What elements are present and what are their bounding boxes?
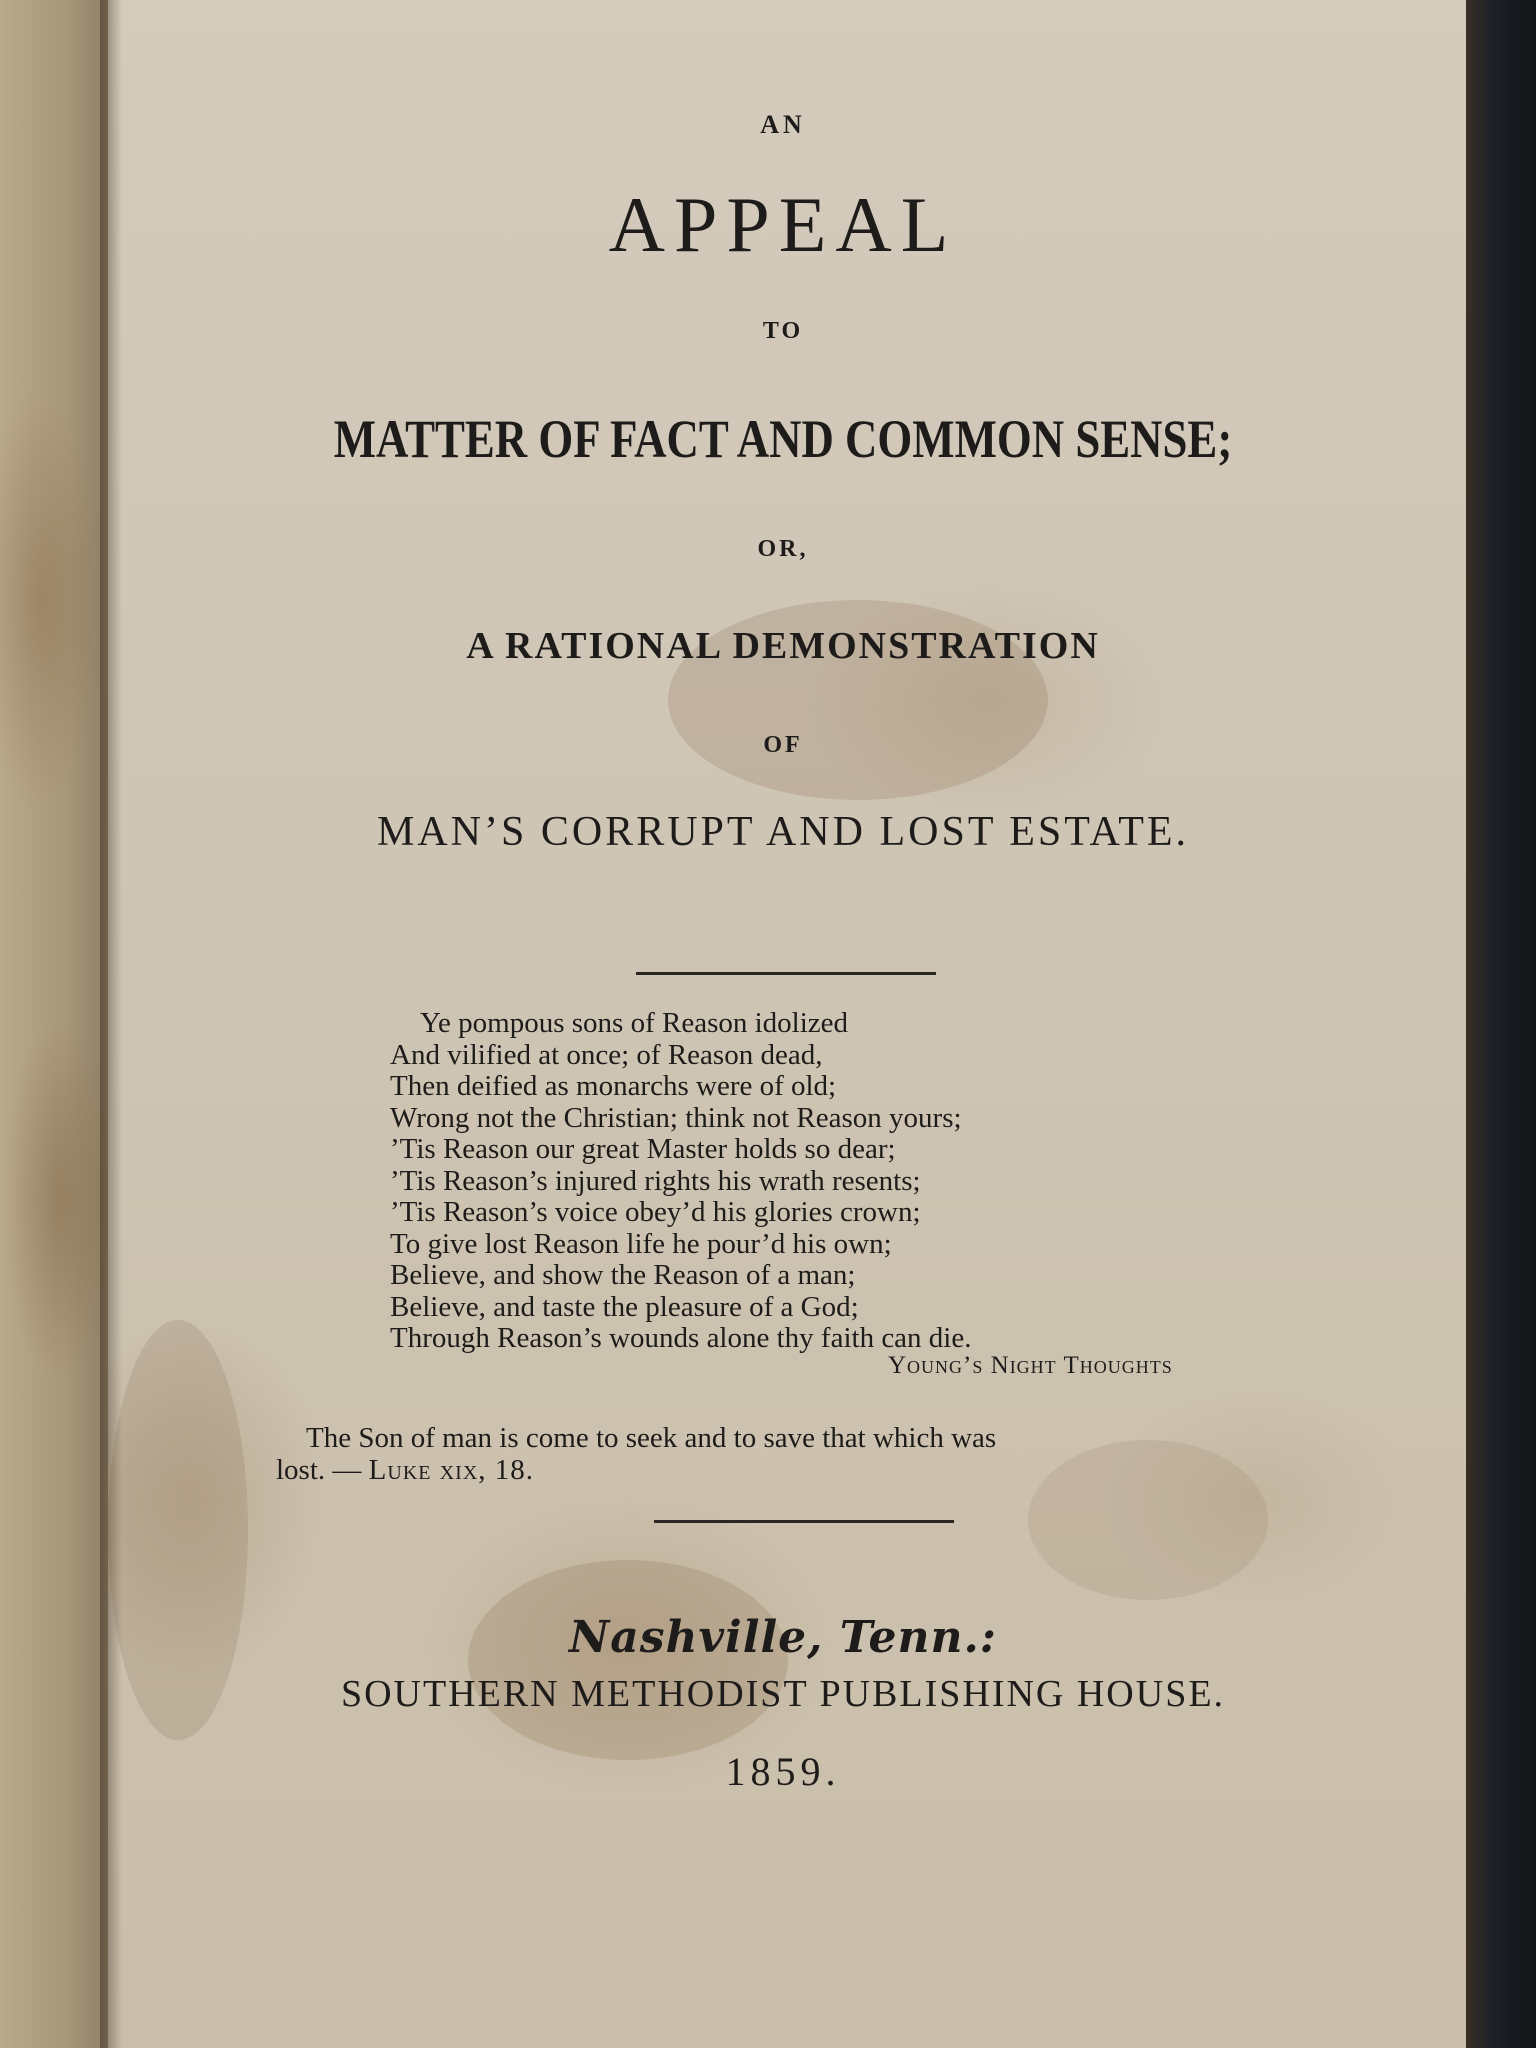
- subtitle-mans-estate: MAN’S CORRUPT AND LOST ESTATE.: [376, 809, 1190, 855]
- title-word-to: TO: [762, 318, 804, 344]
- title-word-an: AN: [760, 110, 806, 139]
- imprint-publisher: SOUTHERN METHODIST PUBLISHING HOUSE.: [340, 1673, 1226, 1715]
- title-matter-of-fact: MATTER OF FACT AND COMMON SENSE;: [333, 409, 1233, 469]
- scripture-reference: Luke xix, 18.: [368, 1454, 535, 1486]
- poem-line: Ye pompous sons of Reason idolized: [420, 1007, 849, 1039]
- title-main-appeal: APPEAL: [608, 181, 958, 268]
- poem-line: Wrong not the Christian; think not Reason yours;: [390, 1101, 962, 1134]
- subtitle-rational-demonstration: A RATIONAL DEMONSTRATION: [466, 625, 1100, 667]
- poem-line: And vilified at once; of Reason dead,: [390, 1038, 823, 1071]
- poem-line: ’Tis Reason our great Master holds so dear;: [390, 1133, 896, 1165]
- book-cover-edge: [1466, 0, 1536, 2048]
- scripture-line-2: [276, 1454, 1426, 1486]
- poem-line: Through Reason’s wounds alone thy faith can die.: [390, 1322, 972, 1354]
- scripture-text: lost. —: [276, 1454, 369, 1486]
- poem-line: Believe, and taste the pleasure of a God;: [390, 1290, 859, 1323]
- imprint-year: 1859.: [725, 1749, 841, 1794]
- imprint-place: Nashville, Tenn.:: [568, 1612, 998, 1663]
- divider-rule: [636, 972, 936, 975]
- title-page: [108, 0, 1480, 2048]
- scripture-quote: [276, 1422, 1426, 1486]
- poem-line: ’Tis Reason’s voice obey’d his glories crown;: [390, 1196, 921, 1228]
- poem-line: Then deified as monarchs were of old;: [390, 1070, 837, 1102]
- title-word-or: OR,: [757, 536, 809, 562]
- poem-line: To give lost Reason life he pour’d his own;: [390, 1227, 892, 1260]
- poem-line: ’Tis Reason’s injured rights his wrath resents;: [390, 1164, 921, 1197]
- facing-page-edge: [0, 0, 112, 2048]
- poem-attribution: Young’s Night Thoughts: [888, 1352, 1173, 1379]
- title-word-of: OF: [763, 732, 803, 758]
- poem-line: Believe, and show the Reason of a man;: [390, 1259, 856, 1291]
- scripture-line: The Son of man is come to seek and to save that which was: [306, 1422, 997, 1454]
- divider-rule: [654, 1520, 954, 1523]
- epigraph-poem: [390, 1008, 972, 1355]
- page-gutter-shadow: [100, 0, 122, 2048]
